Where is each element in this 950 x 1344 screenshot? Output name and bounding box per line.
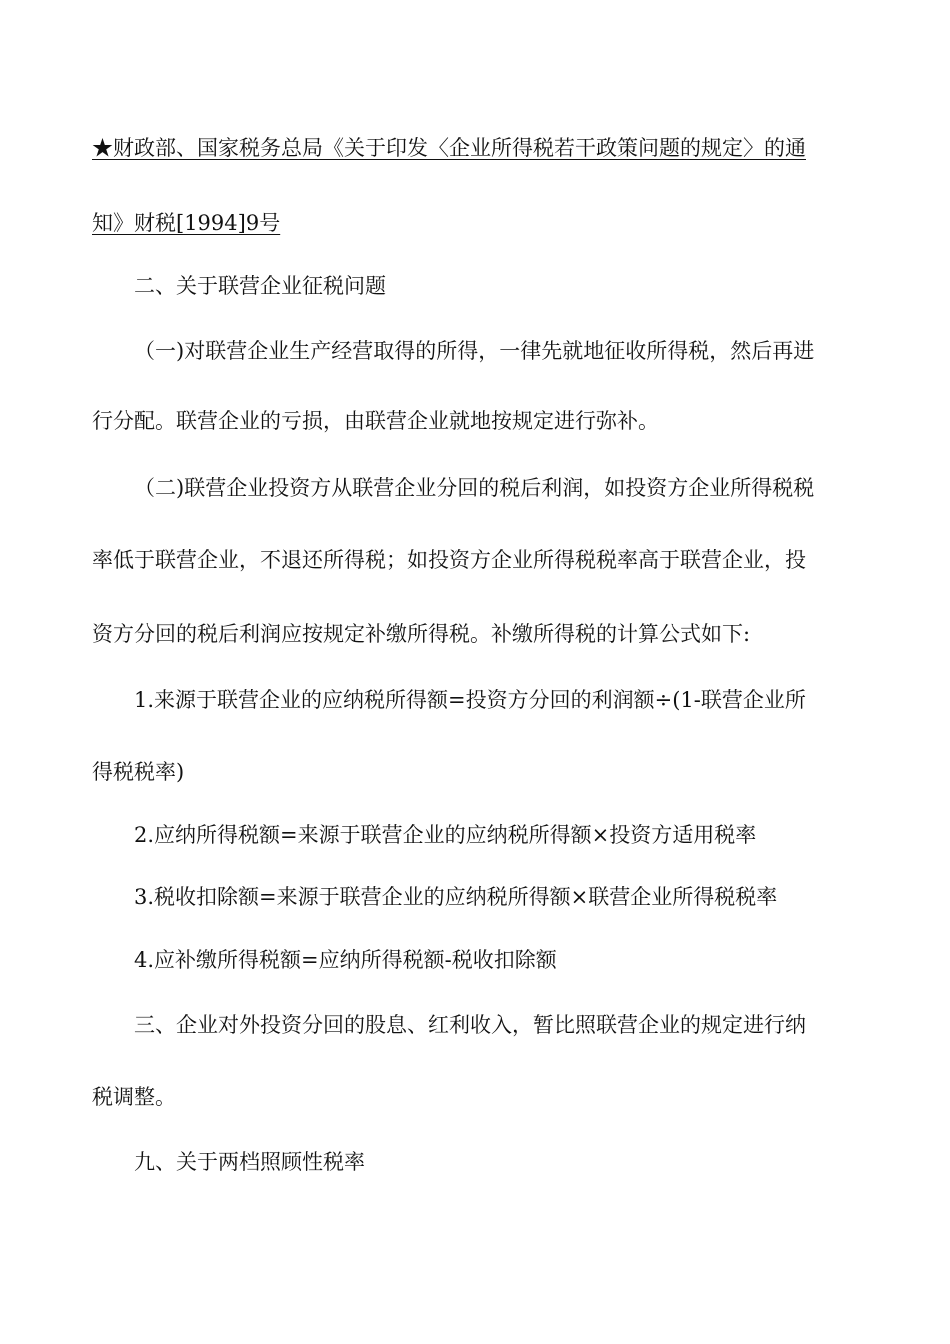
- notice-title-line-2[interactable]: 知》财税[1994]9号: [92, 211, 281, 235]
- formula-3: 3.税收扣除额=来源于联营企业的应纳税所得额×联营企业所得税税率: [134, 885, 778, 909]
- formula-2: 2.应纳所得税额=来源于联营企业的应纳税所得额×投资方适用税率: [134, 823, 757, 847]
- section-heading-joint-venture: 二、关于联营企业征税问题: [134, 274, 386, 298]
- paragraph-2-line-2: 率低于联营企业，不退还所得税；如投资方企业所得税税率高于联营企业，投: [92, 548, 806, 572]
- paragraph-2-line-1: （二)联营企业投资方从联营企业分回的税后利润，如投资方企业所得税税: [134, 476, 815, 500]
- paragraph-2-line-3: 资方分回的税后利润应按规定补缴所得税。补缴所得税的计算公式如下:: [92, 622, 751, 646]
- paragraph-1-line-1: （一)对联营企业生产经营取得的所得，一律先就地征收所得税，然后再进: [134, 339, 815, 363]
- section-three-line-2: 税调整。: [92, 1085, 176, 1109]
- formula-1-line-1: 1.来源于联营企业的应纳税所得额=投资方分回的利润额÷(1-联营企业所: [134, 688, 806, 712]
- paragraph-1-line-2: 行分配。联营企业的亏损，由联营企业就地按规定进行弥补。: [92, 409, 659, 433]
- formula-1-line-2: 得税税率): [92, 760, 185, 784]
- notice-title-line-1[interactable]: ★财政部、国家税务总局《关于印发〈企业所得税若干政策问题的规定〉的通: [92, 136, 806, 160]
- formula-4: 4.应补缴所得税额=应纳所得税额-税收扣除额: [134, 948, 557, 972]
- section-three-line-1: 三、企业对外投资分回的股息、红利收入，暂比照联营企业的规定进行纳: [134, 1013, 806, 1037]
- section-heading-two-tier-rate: 九、关于两档照顾性税率: [134, 1150, 365, 1174]
